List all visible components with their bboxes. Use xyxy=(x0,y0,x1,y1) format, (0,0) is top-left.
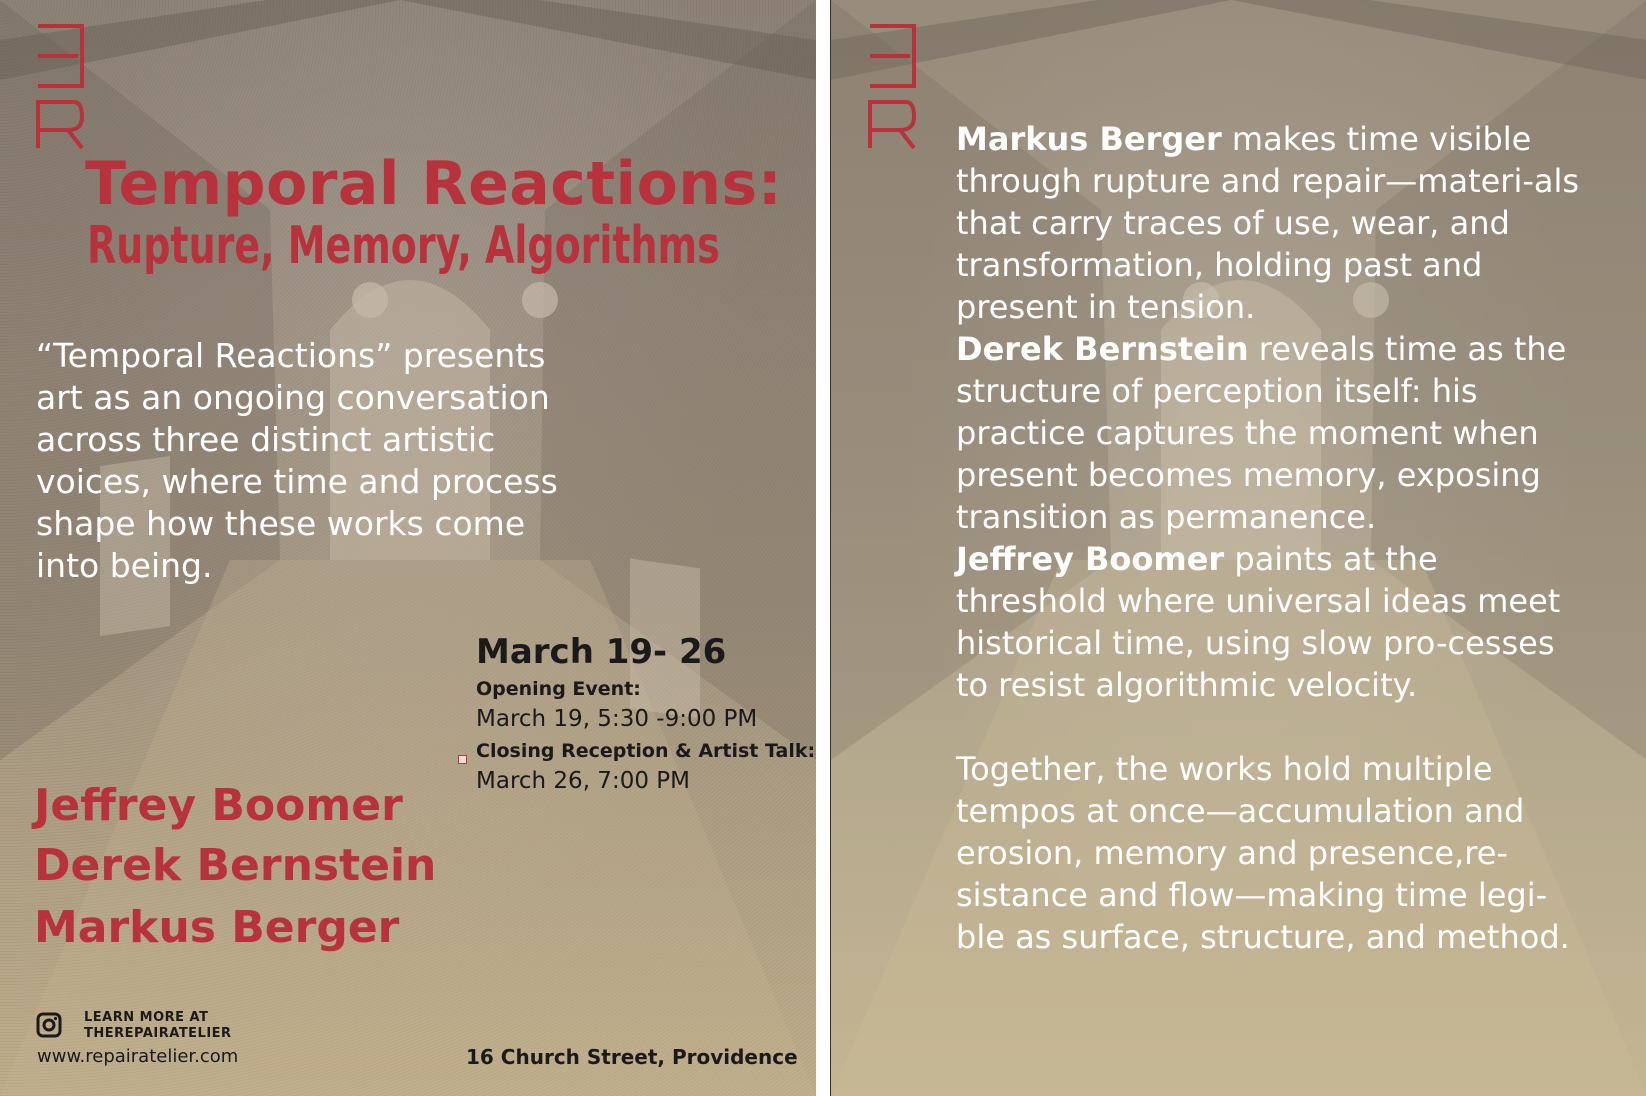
bio-name: Derek Bernstein xyxy=(956,330,1249,368)
bio-name: Markus Berger xyxy=(956,120,1222,158)
poster-back xyxy=(830,0,1646,1096)
poster-front xyxy=(0,0,816,1096)
bio-text: paints at the threshold where universal ideas meet historical time, using slow pro-cesses to resist algorithmic velocity. xyxy=(956,540,1561,704)
bullet-marker-icon xyxy=(458,755,467,764)
venue-address: 16 Church Street, Providence xyxy=(466,1045,798,1069)
artist-name-bernstein: Derek Bernstein xyxy=(34,840,437,891)
learn-more-line-1: LEARN MORE AT xyxy=(84,1010,209,1025)
bio-name: Jeffrey Boomer xyxy=(956,540,1225,578)
opening-event-time: March 19, 5:30 -9:00 PM xyxy=(476,706,758,732)
exhibition-title: Temporal Reactions: xyxy=(85,149,783,219)
instagram-handle[interactable]: THEREPAIRATELIER xyxy=(84,1026,232,1041)
artist-name-berger: Markus Berger xyxy=(34,902,400,953)
exhibition-summary: Together, the works hold multiple tempos at once—accumulation and erosion, memory and presence,re-sistance and flow—making time legi-ble as surface, structure, and method. xyxy=(956,750,1570,956)
learn-more-text xyxy=(84,1010,232,1042)
closing-reception-time: March 26, 7:00 PM xyxy=(476,768,690,794)
exhibition-dates: March 19- 26 xyxy=(476,632,727,672)
bio-derek-bernstein xyxy=(956,328,1596,538)
instagram-icon[interactable] xyxy=(36,1012,62,1038)
intro-paragraph: “Temporal Reactions” presents art as an ongoing conversation across three distinct artistic voices, where time and process shape how these works come into being. xyxy=(36,336,558,585)
bio-text: reveals time as the structure of perception itself: his practice captures the moment when present becomes memory, exposing transition as permanence. xyxy=(956,330,1567,536)
bio-text: makes time visible through rupture and repair—materi-als that carry traces of use, wear, and transformation, holding past and present in tension. xyxy=(956,120,1580,326)
closing-reception-label: Closing Reception & Artist Talk: xyxy=(476,740,816,762)
bio-markus-berger xyxy=(956,118,1596,328)
repair-atelier-logo xyxy=(866,22,918,152)
repair-atelier-logo xyxy=(34,22,86,152)
website-link[interactable]: www.repairatelier.com xyxy=(37,1046,239,1067)
bio-jeffrey-boomer xyxy=(956,538,1596,706)
opening-event-label: Opening Event: xyxy=(476,678,641,700)
exhibition-subtitle: Rupture, Memory, Algorithms xyxy=(87,216,720,276)
artist-name-boomer: Jeffrey Boomer xyxy=(34,780,403,831)
